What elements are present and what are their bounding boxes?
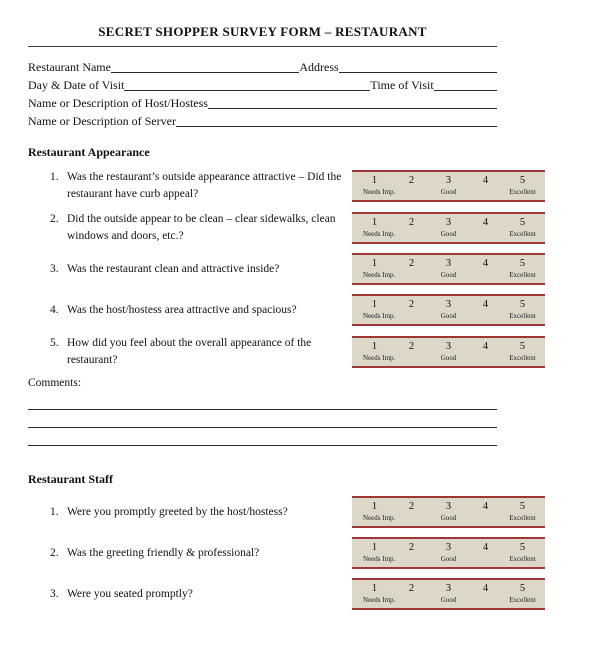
comments-blank-line[interactable] [28, 410, 497, 428]
rating-labels [356, 354, 541, 363]
question-body [28, 302, 352, 319]
rating-scale-label: Good [440, 353, 457, 362]
rating-option-4[interactable]: 4 [482, 583, 489, 594]
rating-scale-box[interactable] [352, 578, 545, 610]
rating-option-1[interactable]: 1 [371, 299, 378, 310]
rating-scale-label: Excellent [509, 353, 536, 362]
question-text: Was the restaurant clean and attractive inside? [67, 262, 280, 275]
rating-scale-label: Excellent [509, 229, 536, 238]
rating-scale-box[interactable] [352, 212, 545, 244]
question-body [28, 169, 352, 202]
question-number: 1. [50, 171, 59, 183]
rating-scale-label: Good [440, 555, 457, 563]
rating-option-2[interactable]: 2 [408, 340, 415, 352]
rating-scale-label: Excellent [509, 312, 536, 320]
question-text: How did you feel about the overall appearance of the restaurant? [67, 337, 312, 366]
field-row-name-address [28, 57, 497, 75]
rating-numbers [356, 582, 541, 595]
question-list [28, 169, 545, 368]
comments-lines [28, 392, 497, 446]
rating-option-3[interactable]: 3 [445, 216, 452, 228]
rating-option-5[interactable]: 5 [519, 340, 526, 352]
rating-scale-label: Needs Imp. [363, 229, 396, 238]
rating-option-1[interactable]: 1 [371, 216, 378, 228]
field-row-date-time [28, 75, 497, 93]
day-date-field[interactable] [124, 76, 370, 91]
comments-block [28, 377, 497, 446]
rating-option-5[interactable]: 5 [519, 501, 526, 512]
rating-option-2[interactable]: 2 [408, 258, 415, 269]
page-title: SECRET SHOPPER SURVEY FORM – RESTAURANT [98, 24, 427, 39]
rating-option-3[interactable]: 3 [445, 258, 452, 269]
time-of-visit-label: Time of Visit [370, 78, 434, 92]
question-number: 4. [50, 303, 59, 316]
question-text: Was the restaurant’s outside appearance attractive – Did the restaurant have curb appeal? [67, 171, 342, 200]
rating-option-2[interactable]: 2 [408, 583, 415, 594]
rating-option-5[interactable]: 5 [519, 542, 526, 553]
rating-scale-label: Excellent [509, 187, 536, 196]
rating-scale-label: Good [440, 514, 457, 522]
rating-option-3[interactable]: 3 [445, 174, 452, 186]
restaurant-name-label: Restaurant Name [28, 60, 111, 74]
question-row [28, 253, 545, 285]
question-row [28, 211, 545, 244]
rating-scale-label: Excellent [509, 555, 536, 563]
field-row-host [28, 93, 497, 111]
question-row [28, 578, 545, 610]
host-description-label: Name or Description of Host/Hostess [28, 96, 208, 110]
time-of-visit-field[interactable] [434, 76, 497, 91]
server-description-field[interactable] [176, 112, 497, 127]
rating-option-1[interactable]: 1 [371, 542, 378, 553]
rating-labels [356, 555, 541, 564]
question-body [28, 586, 352, 603]
rating-scale-label: Excellent [509, 271, 536, 279]
rating-option-4[interactable]: 4 [482, 258, 489, 269]
rating-scale-label: Needs Imp. [363, 187, 396, 196]
restaurant-name-field[interactable] [111, 58, 299, 73]
rating-numbers [356, 340, 541, 353]
field-row-server [28, 111, 497, 129]
section-title: Restaurant Appearance [28, 145, 150, 159]
question-text: Did the outside appear to be clean – clear sidewalks, clean windows and doors, etc.? [67, 213, 336, 242]
question-row [28, 537, 545, 569]
rating-option-4[interactable]: 4 [482, 299, 489, 310]
rating-scale-label: Needs Imp. [363, 271, 396, 279]
rating-option-3[interactable]: 3 [445, 542, 452, 553]
rating-scale-box[interactable] [352, 336, 545, 368]
rating-option-5[interactable]: 5 [519, 216, 526, 228]
rating-option-5[interactable]: 5 [519, 583, 526, 594]
rating-option-5[interactable]: 5 [519, 258, 526, 269]
rating-option-4[interactable]: 4 [482, 501, 489, 512]
section-title: Restaurant Staff [28, 472, 113, 486]
rating-option-4[interactable]: 4 [482, 542, 489, 553]
rating-scale-label: Needs Imp. [363, 353, 396, 362]
rating-scale-label: Excellent [509, 596, 536, 604]
header-fields [28, 57, 497, 129]
rating-option-1[interactable]: 1 [371, 340, 378, 352]
rating-option-3[interactable]: 3 [445, 299, 452, 310]
rating-option-1[interactable]: 1 [371, 501, 378, 512]
form-section [28, 145, 545, 446]
question-body [28, 504, 352, 521]
rating-scale-box[interactable] [352, 496, 545, 528]
rating-scale-label: Needs Imp. [363, 596, 396, 604]
rating-scale-label: Good [440, 229, 457, 238]
title-divider [28, 46, 497, 47]
rating-scale-box[interactable] [352, 294, 545, 326]
rating-labels [356, 312, 541, 321]
question-row [28, 496, 545, 528]
rating-numbers [356, 216, 541, 229]
rating-option-2[interactable]: 2 [408, 174, 415, 186]
rating-scale-label: Needs Imp. [363, 514, 396, 522]
question-number: 5. [50, 337, 59, 349]
rating-numbers [356, 257, 541, 270]
form-section [28, 472, 545, 610]
rating-scale-label: Excellent [509, 514, 536, 522]
rating-scale-label: Good [440, 596, 457, 604]
rating-option-5[interactable]: 5 [519, 174, 526, 186]
question-row [28, 169, 545, 202]
rating-option-5[interactable]: 5 [519, 299, 526, 310]
rating-scale-box[interactable] [352, 537, 545, 569]
rating-scale-label: Good [440, 312, 457, 320]
rating-option-1[interactable]: 1 [371, 583, 378, 594]
rating-scale-label: Needs Imp. [363, 555, 396, 563]
rating-option-3[interactable]: 3 [445, 583, 452, 594]
rating-scale-label: Good [440, 187, 457, 196]
question-body [28, 211, 352, 244]
question-number: 3. [50, 587, 59, 600]
rating-labels [356, 596, 541, 605]
rating-scale-box[interactable] [352, 253, 545, 285]
rating-option-4[interactable]: 4 [482, 174, 489, 186]
rating-option-4[interactable]: 4 [482, 216, 489, 228]
sections-container [28, 145, 545, 610]
rating-option-3[interactable]: 3 [445, 340, 452, 352]
rating-scale-box[interactable] [352, 170, 545, 202]
rating-option-4[interactable]: 4 [482, 340, 489, 352]
question-row [28, 335, 545, 368]
question-text: Was the greeting friendly & professional? [67, 546, 260, 559]
rating-option-2[interactable]: 2 [408, 501, 415, 512]
rating-option-2[interactable]: 2 [408, 299, 415, 310]
rating-scale-label: Good [440, 271, 457, 279]
rating-numbers [356, 500, 541, 513]
rating-option-2[interactable]: 2 [408, 542, 415, 553]
server-description-label: Name or Description of Server [28, 114, 176, 128]
address-field[interactable] [339, 58, 497, 73]
question-body [28, 261, 352, 278]
comments-blank-line[interactable] [28, 392, 497, 410]
rating-labels [356, 188, 541, 197]
host-description-field[interactable] [208, 94, 497, 109]
day-date-label: Day & Date of Visit [28, 78, 125, 92]
rating-option-3[interactable]: 3 [445, 501, 452, 512]
comments-label: Comments: [28, 377, 82, 389]
question-number: 3. [50, 262, 59, 275]
question-text: Were you promptly greeted by the host/hostess? [67, 505, 288, 518]
rating-option-2[interactable]: 2 [408, 216, 415, 228]
rating-labels [356, 514, 541, 523]
rating-scale-label: Needs Imp. [363, 312, 396, 320]
question-number: 2. [50, 546, 59, 559]
rating-numbers [356, 174, 541, 187]
question-row [28, 294, 545, 326]
rating-labels [356, 271, 541, 280]
address-label: Address [299, 60, 339, 74]
question-text: Were you seated promptly? [67, 587, 193, 600]
question-body [28, 335, 352, 368]
rating-numbers [356, 298, 541, 311]
question-number: 2. [50, 213, 59, 225]
rating-numbers [356, 541, 541, 554]
question-list [28, 496, 545, 610]
question-text: Was the host/hostess area attractive and spacious? [67, 303, 297, 316]
rating-option-1[interactable]: 1 [371, 174, 378, 186]
rating-option-1[interactable]: 1 [371, 258, 378, 269]
question-number: 1. [50, 505, 59, 518]
form-header [28, 24, 497, 129]
comments-blank-line[interactable] [28, 428, 497, 446]
question-body [28, 545, 352, 562]
rating-labels [356, 230, 541, 239]
